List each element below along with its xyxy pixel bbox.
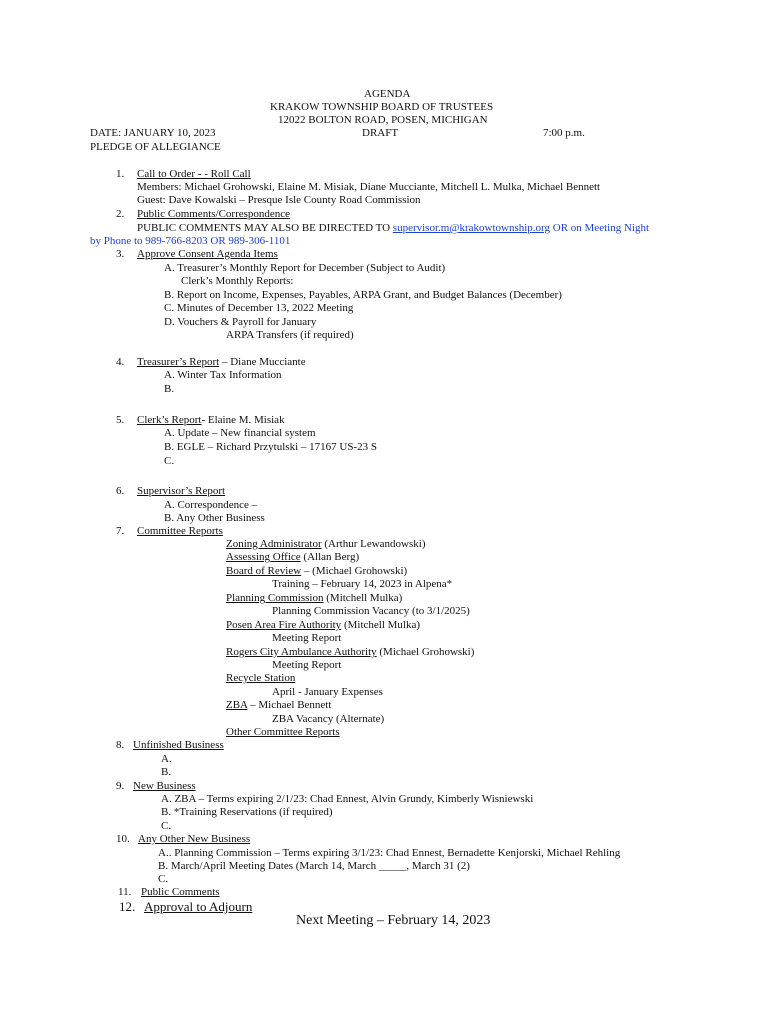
supervisor-email-link[interactable]: supervisor.m@krakowtownship.org [392,222,550,234]
committee-ambulance-sub: Meeting Report [272,659,342,671]
committee-person: (Michael Grohowski) [376,646,475,658]
item-title-public-comments: Public Comments/Correspondence [137,208,291,220]
other-new-item-c: C. [158,873,169,885]
item-number: 7. [116,525,125,537]
committee-name: Assessing Office [226,551,301,563]
item-title-treasurer: Treasurer’s Report [137,356,220,368]
clerk-item-c: C. [164,455,175,467]
treasurer-item-a: A. Winter Tax Information [164,369,282,381]
draft-label: DRAFT [362,127,399,139]
committee-zba-sub: ZBA Vacancy (Alternate) [272,713,385,725]
committee-planning [226,592,402,605]
committee-person: – Michael Bennett [247,699,332,711]
item-number: 10. [116,833,130,845]
committee-assessing [226,551,359,564]
item-title-unfinished-business: Unfinished Business [133,739,224,751]
clerk-item-b: B. EGLE – Richard Przytulski – 17167 US-23 S [164,441,377,453]
committee-person: (Arthur Lewandowski) [321,538,426,550]
item-number: 2. [116,208,125,220]
committee-person: – (Michael Grohowski) [301,565,408,577]
committee-name: ZBA [226,699,248,711]
committee-name: Posen Area Fire Authority [226,619,342,631]
meeting-night-text: OR on Meeting Night [550,222,649,234]
item-title-consent-agenda: Approve Consent Agenda Items [137,248,278,260]
item-number: 12. [119,899,136,914]
committee-name: Rogers City Ambulance Authority [226,646,377,658]
committee-fire [226,619,420,632]
item-number: 8. [116,739,125,751]
committee-other: Other Committee Reports [226,726,340,738]
consent-item-c: C. Minutes of December 13, 2022 Meeting [164,302,354,314]
item-number: 9. [116,780,125,792]
item-title-public-comments-2: Public Comments [141,886,220,898]
phone-line: by Phone to 989-766-8203 OR 989-306-1101 [90,235,291,247]
supervisor-item-b: B. Any Other Business [164,512,265,524]
consent-item-b: B. Report on Income, Expenses, Payables, ARPA Grant, and Budget Balances (December) [164,289,562,301]
committee-person: (Mitchell Mulka) [341,619,421,631]
treasurer-item-b: B. [164,383,175,395]
committee-review [226,565,407,578]
committee-zoning [226,538,426,551]
meeting-time: 7:00 p.m. [543,127,585,139]
meeting-date: DATE: JANUARY 10, 2023 [90,127,216,139]
new-business-item-a: A. ZBA – Terms expiring 2/1/23: Chad Ennest, Alvin Grundy, Kimberly Wisniewski [161,793,534,805]
committee-planning-sub: Planning Commission Vacancy (to 3/1/2025) [272,605,470,617]
clerk-item-a: A. Update – New financial system [164,427,316,439]
item-number: 6. [116,485,125,497]
consent-item-a: A. Treasurer’s Monthly Report for December (Subject to Audit) [164,262,446,274]
committee-recycle-sub: April - January Expenses [272,686,383,698]
committee-ambulance [226,646,474,659]
committee-name: Board of Review [226,565,302,577]
committee-review-sub: Training – February 14, 2023 in Alpena* [272,578,453,590]
public-comment-line [137,222,649,235]
committee-name: Planning Commission [226,592,324,604]
clerk-name: - Elaine M. Misiak [201,414,285,426]
unfinished-item-b: B. [161,766,172,778]
consent-item-d: D. Vouchers & Payroll for January [164,316,317,328]
consent-item-a2: Clerk’s Monthly Reports: [181,275,294,287]
item-number: 11. [118,886,132,898]
clerk-line [137,414,285,427]
other-new-item-b: B. March/April Meeting Dates (March 14, March _____, March 31 (2) [158,860,470,872]
item-number: 3. [116,248,125,260]
committee-fire-sub: Meeting Report [272,632,342,644]
committee-person: (Allan Berg) [300,551,360,563]
next-meeting: Next Meeting – February 14, 2023 [296,913,491,928]
committee-name: Zoning Administrator [226,538,322,550]
other-new-item-a: A.. Planning Commission – Terms expiring 3/1/23: Chad Ennest, Bernadette Kenjorski, Michael Rehling [158,847,621,859]
members-line: Members: Michael Grohowski, Elaine M. Misiak, Diane Mucciante, Mitchell L. Mulka, Michael Bennett [137,181,601,193]
pledge-line: PLEDGE OF ALLEGIANCE [90,141,221,153]
public-comment-text: PUBLIC COMMENTS MAY ALSO BE DIRECTED TO [137,222,393,234]
agenda-title: AGENDA [364,88,411,100]
item-title-clerk: Clerk’s Report [137,414,202,426]
consent-item-d2: ARPA Transfers (if required) [226,329,354,341]
item-title-supervisor: Supervisor’s Report [137,485,226,497]
item-title-adjourn: Approval to Adjourn [144,899,253,914]
guest-line: Guest: Dave Kowalski – Presque Isle County Road Commission [137,194,421,206]
new-business-item-c: C. [161,820,172,832]
item-number: 1. [116,168,125,180]
board-name: KRAKOW TOWNSHIP BOARD OF TRUSTEES [270,101,494,113]
item-number: 4. [116,356,125,368]
treasurer-line [137,356,306,369]
supervisor-item-a: A. Correspondence – [164,499,258,511]
committee-zba [226,699,331,712]
item-title-committee-reports: Committee Reports [137,525,223,537]
new-business-item-b: B. *Training Reservations (if required) [161,806,333,818]
item-title-other-new-business: Any Other New Business [138,833,251,845]
committee-person: (Mitchell Mulka) [323,592,403,604]
item-title-call-to-order: Call to Order - - Roll Call [137,168,251,180]
treasurer-name: – Diane Mucciante [219,356,306,368]
item-title-new-business: New Business [133,780,196,792]
unfinished-item-a: A. [161,753,172,765]
board-address: 12022 BOLTON ROAD, POSEN, MICHIGAN [278,114,488,126]
item-number: 5. [116,414,125,426]
committee-recycle: Recycle Station [226,672,296,684]
